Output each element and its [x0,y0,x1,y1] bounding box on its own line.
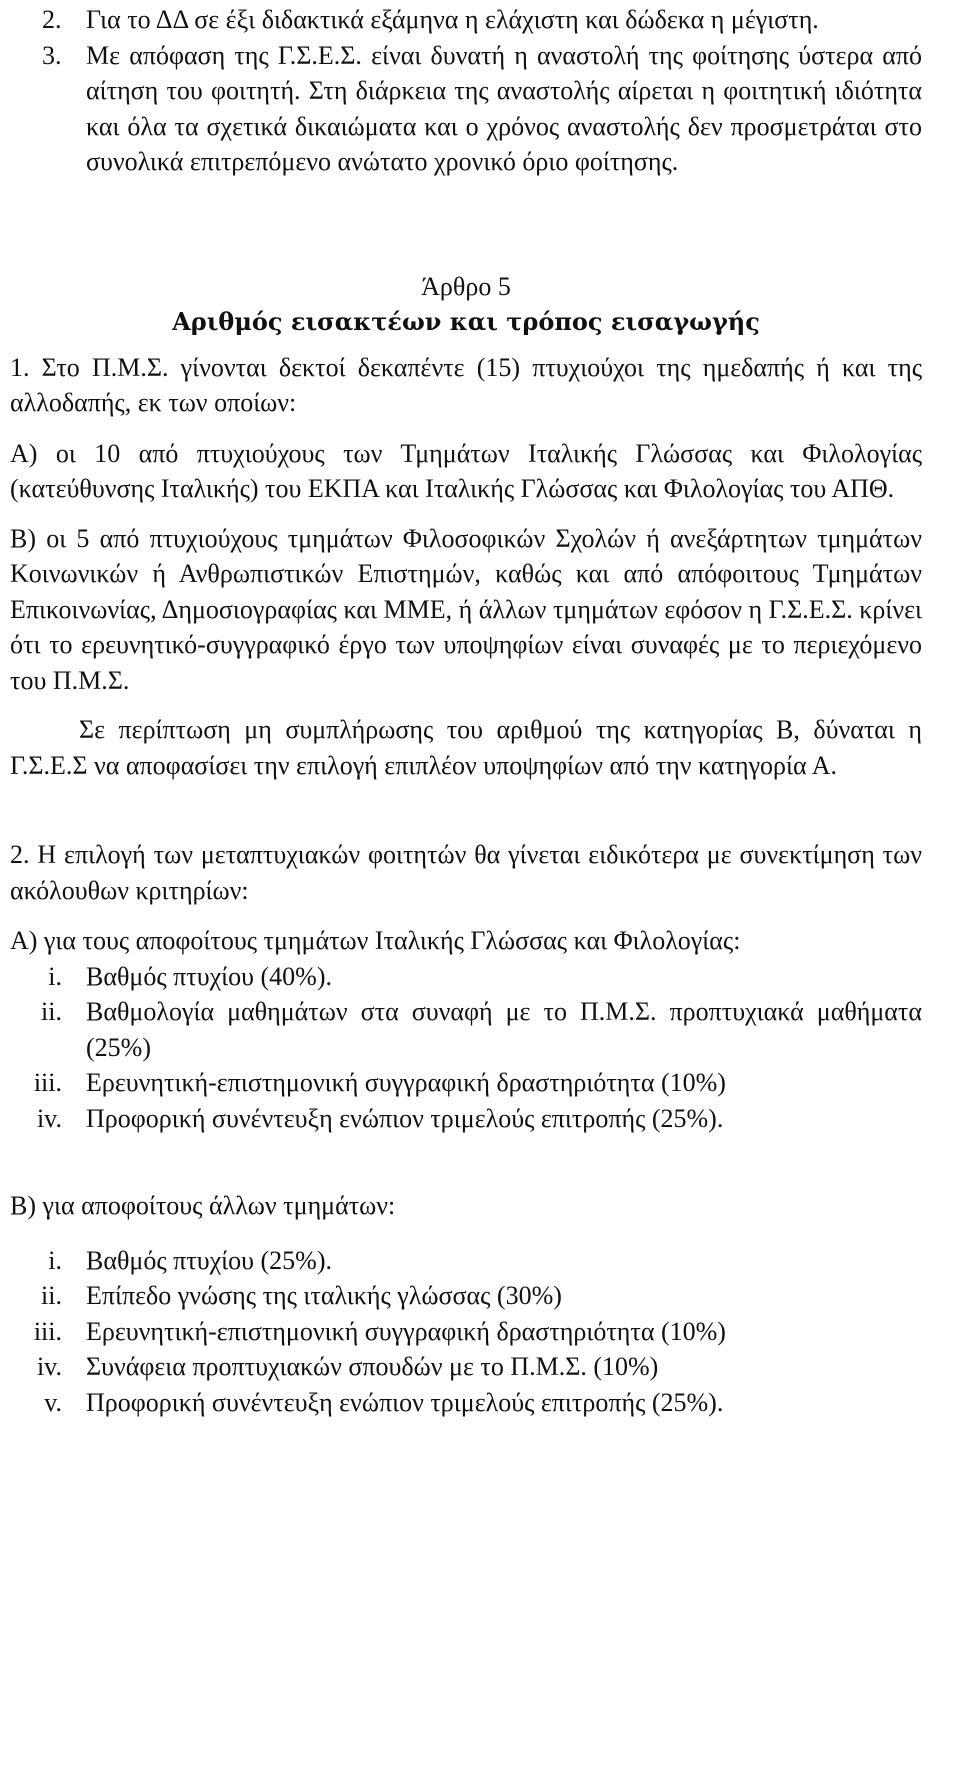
article-heading: Αριθμός εισακτέων και τρόπος εισαγωγής [172,307,760,336]
list-item-text: Βαθμολογία μαθημάτων στα συναφή με το Π.Μ.Σ. προπτυχιακά μαθήματα (25%) [86,997,922,1062]
list-item-text: Συνάφεια προπτυχιακών σπουδών με το Π.Μ.Σ. (10%) [86,1352,659,1381]
list-item [10,1065,922,1101]
list-item-text: Με απόφαση της Γ.Σ.Ε.Σ. είναι δυνατή η αναστολή της φοίτησης ύστερα από αίτηση του φοιτητή. Στη διάρκεια της αναστολής αίρεται η φοιτητική ιδιότητα και όλα τα σχετικά δικαιώματα και ο χρόνος αναστολής δεν προσμετράται στο συνολικά επιτρεπόμενο ανώτατο χρονικό όριο φοίτησης. [86,40,922,176]
paragraph-selection: 2. Η επιλογή των μεταπτυχιακών φοιτητών θα γίνεται ειδικότερα με συνεκτίμηση των ακόλουθων κριτηρίων: [10,840,922,905]
paragraph-category-b: Β) οι 5 από πτυχιούχους τμημάτων Φιλοσοφικών Σχολών ή ανεξάρτητων τμημάτων Κοινωνικών ή Ανθρωπιστικών Επιστημών, καθώς και από απόφοιτους Τμημάτων Επικοινωνίας, Δημοσιογραφίας και ΜΜΕ, ή άλλων τμημάτων εφόσον η Γ.Σ.Ε.Σ. κρίνει ότι το ερευνητικό-συγγραφικό έργο των υποψηφίων είναι συναφές με το περιεχόμενο του Π.Μ.Σ. [10,523,922,695]
list-item [10,1243,922,1279]
list-item-number: v. [44,1387,62,1417]
list-item [10,1385,922,1421]
list-item [10,1101,922,1137]
list-item [10,2,922,38]
list-item-text: Βαθμός πτυχίου (40%). [86,961,332,991]
list-item-number: 3. [42,40,62,70]
list-item-text: Επίπεδο γνώσης της ιταλικής γλώσσας (30%) [86,1281,562,1310]
list-item-text: Προφορική συνέντευξη ενώπιον τριμελούς επιτροπής (25%). [86,1387,724,1417]
paragraph-admissions: 1. Στο Π.Μ.Σ. γίνονται δεκτοί δεκαπέντε (15) πτυχιούχοι της ημεδαπής ή και της αλλοδαπής, εκ των οποίων: [10,352,922,417]
paragraph-note: Σε περίπτωση μη συμπλήρωσης του αριθμού της κατηγορίας Β, δύναται η Γ.Σ.Ε.Σ να αποφασίσει την επιλογή επιπλέον υποψηφίων από την κατηγορία Α. [10,715,922,780]
regulation-list [10,2,922,180]
list-item-text: Βαθμός πτυχίου (25%). [86,1245,332,1275]
list-item-number: ii. [41,997,62,1026]
list-item [10,1278,922,1314]
list-item-number: i. [48,1245,62,1275]
list-item-number: iv. [36,1103,62,1133]
list-item [10,994,922,1065]
list-item-number: i. [48,961,62,991]
list-item [10,38,922,180]
list-item-text: Προφορική συνέντευξη ενώπιον τριμελούς επιτροπής (25%). [86,1103,724,1133]
list-item-number: iv. [36,1352,62,1381]
paragraph-category-a: Α) οι 10 από πτυχιούχους των Τμημάτων Ιταλικής Γλώσσας και Φιλολογίας (κατεύθυνσης Ιταλικής) του ΕΚΠΑ και Ιταλικής Γλώσσας και Φιλολογίας του ΑΠΘ. [10,438,922,503]
criteria-a-title: Α) για τους αποφοίτους τμημάτων Ιταλικής Γλώσσας και Φιλολογίας: [10,926,741,955]
list-item-number: iii. [33,1316,62,1346]
article-number: Άρθρο 5 [421,271,511,301]
list-item [10,1349,922,1385]
list-item [10,1314,922,1350]
criteria-a-list [10,959,922,1137]
list-item-text: Ερευνητική-επιστημονική συγγραφική δραστηριότητα (10%) [86,1068,726,1097]
criteria-b-list [10,1243,922,1421]
list-item-number: ii. [41,1281,62,1310]
list-item-text: Ερευνητική-επιστημονική συγγραφική δραστηριότητα (10%) [86,1316,726,1346]
criteria-b-title: Β) για αποφοίτους άλλων τμημάτων: [10,1191,396,1220]
list-item [10,959,922,995]
list-item-number: iii. [33,1068,62,1097]
list-item-text: Για το ΔΔ σε έξι διδακτικά εξάμηνα η ελάχιστη και δώδεκα η μέγιστη. [86,5,819,34]
list-item-number: 2. [42,5,62,34]
